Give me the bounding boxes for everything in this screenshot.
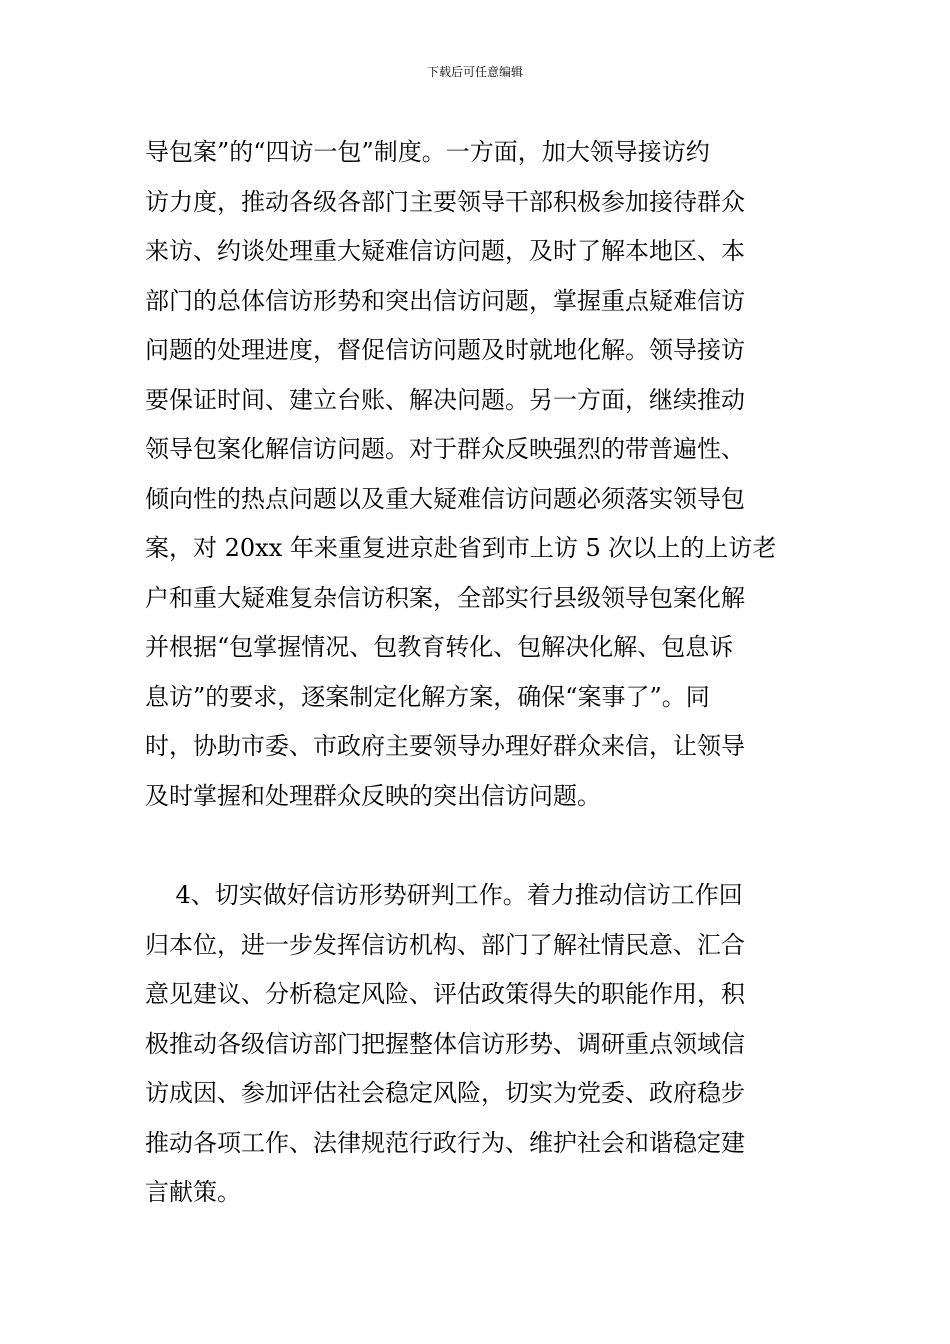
text-line: 部门的总体信访形势和突出信访问题，掌握重点疑难信访 [145, 286, 745, 315]
text-line: 领导包案化解信访问题。对于群众反映强烈的带普遍性、 [145, 435, 745, 463]
text-line: 极推动各级信访部门把握整体信访形势、调研重点领域信 [145, 1029, 745, 1058]
page-header: 下载后可任意编辑 [426, 65, 523, 79]
paragraph-1 [145, 128, 810, 821]
text-line: 案，对 20xx 年来重复进京赴省到市上访 5 次以上的上访老 [145, 534, 777, 562]
text-line: 时，协助市委、市政府主要领导办理好群众来信，让领导 [145, 732, 745, 760]
text-line: 倾向性的热点问题以及重大疑难信访问题必须落实领导包 [145, 484, 745, 513]
text-line: 来访、约谈处理重大疑难信访问题，及时了解本地区、本 [145, 237, 745, 265]
text-line: 要保证时间、建立台账、解决问题。另一方面，继续推动 [145, 385, 745, 414]
text-line: 并根据“包掌握情况、包教育转化、包解决化解、包息诉 [145, 633, 734, 661]
paragraph-2 [145, 871, 810, 1218]
text-line: 归本位，进一步发挥信访机构、部门了解社情民意、汇合 [145, 930, 745, 959]
text-line: 户和重大疑难复杂信访积案，全部实行县级领导包案化解 [145, 583, 745, 612]
text-line: 息访”的要求，逐案制定化解方案，确保“案事了”。同 [145, 682, 710, 711]
text-line: 言献策。 [145, 1178, 241, 1206]
text-line: 意见建议、分析稳定风险、评估政策得失的职能作用，积 [145, 980, 745, 1008]
text-line: 4、切实做好信访形势研判工作。着力推动信访工作回 [145, 881, 743, 909]
text-line: 访力度，推动各级各部门主要领导干部积极参加接待群众 [145, 187, 745, 216]
text-line: 导包案”的“四访一包”制度。一方面，加大领导接访约 [145, 138, 710, 166]
text-line: 及时掌握和处理群众反映的突出信访问题。 [145, 781, 601, 810]
text-line: 推动各项工作、法律规范行政行为、维护社会和谐稳定建 [145, 1128, 745, 1157]
text-line: 访成因、参加评估社会稳定风险，切实为党委、政府稳步 [145, 1079, 745, 1107]
text-line: 问题的处理进度，督促信访问题及时就地化解。领导接访 [145, 336, 745, 364]
